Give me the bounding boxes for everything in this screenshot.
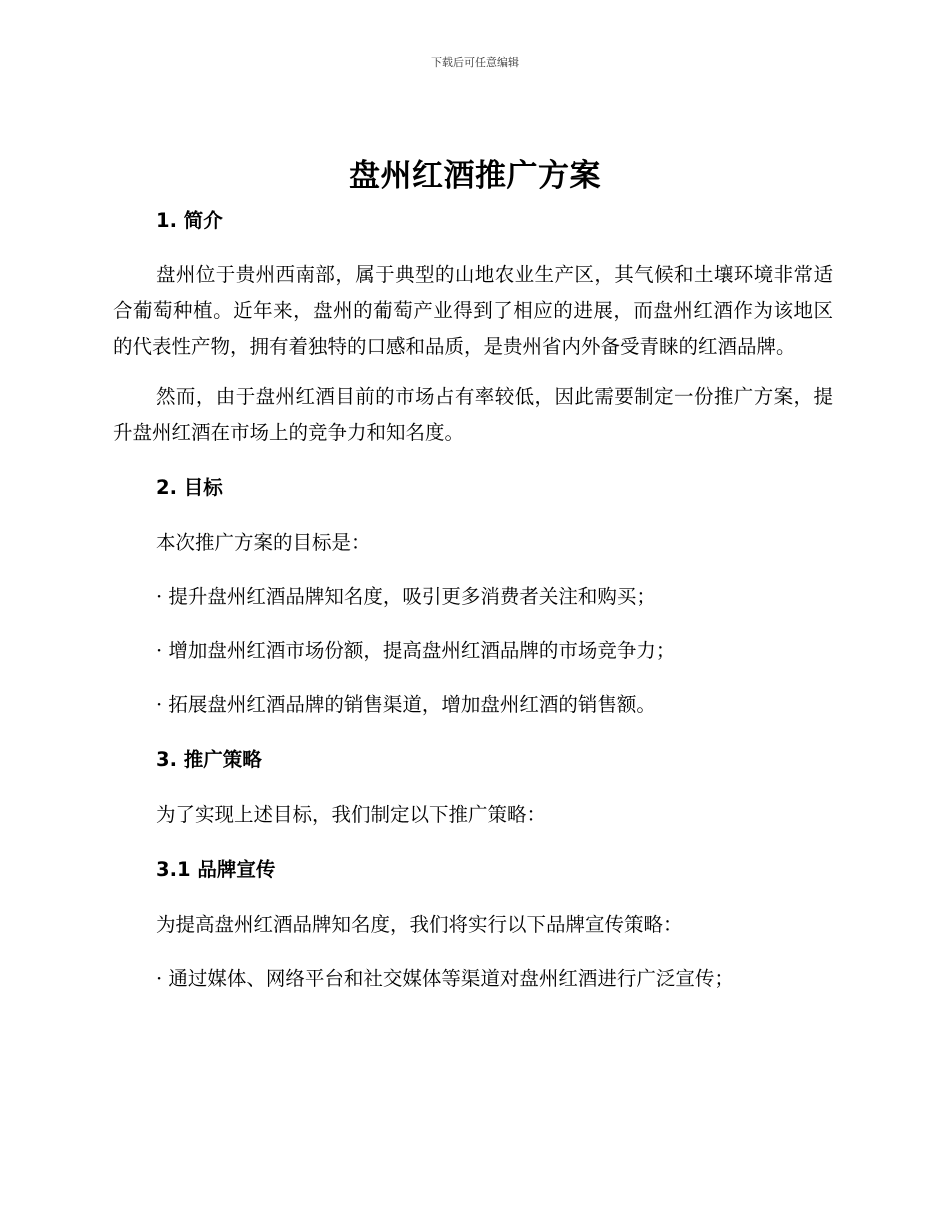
brand-item-1: · 通过媒体、网络平台和社交媒体等渠道对盘州红酒进行广泛宣传； xyxy=(156,967,734,990)
section-heading-intro: 1. 简介 xyxy=(156,209,223,232)
section-heading-goals: 2. 目标 xyxy=(156,476,223,499)
intro-paragraph-2: 然而，由于盘州红酒目前的市场占有率较低，因此需要制定一份推广方案，提升盘州红酒在市场上的竞争力和知名度。 xyxy=(113,385,833,444)
subsection-heading-brand: 3.1 品牌宣传 xyxy=(156,858,276,881)
brand-lead: 为提高盘州红酒品牌知名度，我们将实行以下品牌宣传策略： xyxy=(156,913,683,936)
goal-item-3: · 拓展盘州红酒品牌的销售渠道，增加盘州红酒的销售额。 xyxy=(156,693,656,716)
goal-item-1: · 提升盘州红酒品牌知名度，吸引更多消费者关注和购买； xyxy=(156,585,656,608)
intro-paragraph-1: 盘州位于贵州西南部，属于典型的山地农业生产区，其气候和土壤环境非常适合葡萄种植。近年来，盘州的葡萄产业得到了相应的进展，而盘州红酒作为该地区的代表性产物，拥有着独特的口感和品质，是贵州省内外备受青睐的红酒品牌。 xyxy=(113,263,833,358)
strategy-lead: 为了实现上述目标，我们制定以下推广策略： xyxy=(156,803,547,826)
document-title: 盘州红酒推广方案 xyxy=(349,158,601,194)
goal-item-2: · 增加盘州红酒市场份额，提高盘州红酒品牌的市场竞争力； xyxy=(156,639,676,662)
header-note: 下载后可任意编辑 xyxy=(431,56,519,69)
section-heading-strategy: 3. 推广策略 xyxy=(156,748,262,771)
goals-lead: 本次推广方案的目标是： xyxy=(156,531,371,554)
document-body xyxy=(113,202,833,997)
